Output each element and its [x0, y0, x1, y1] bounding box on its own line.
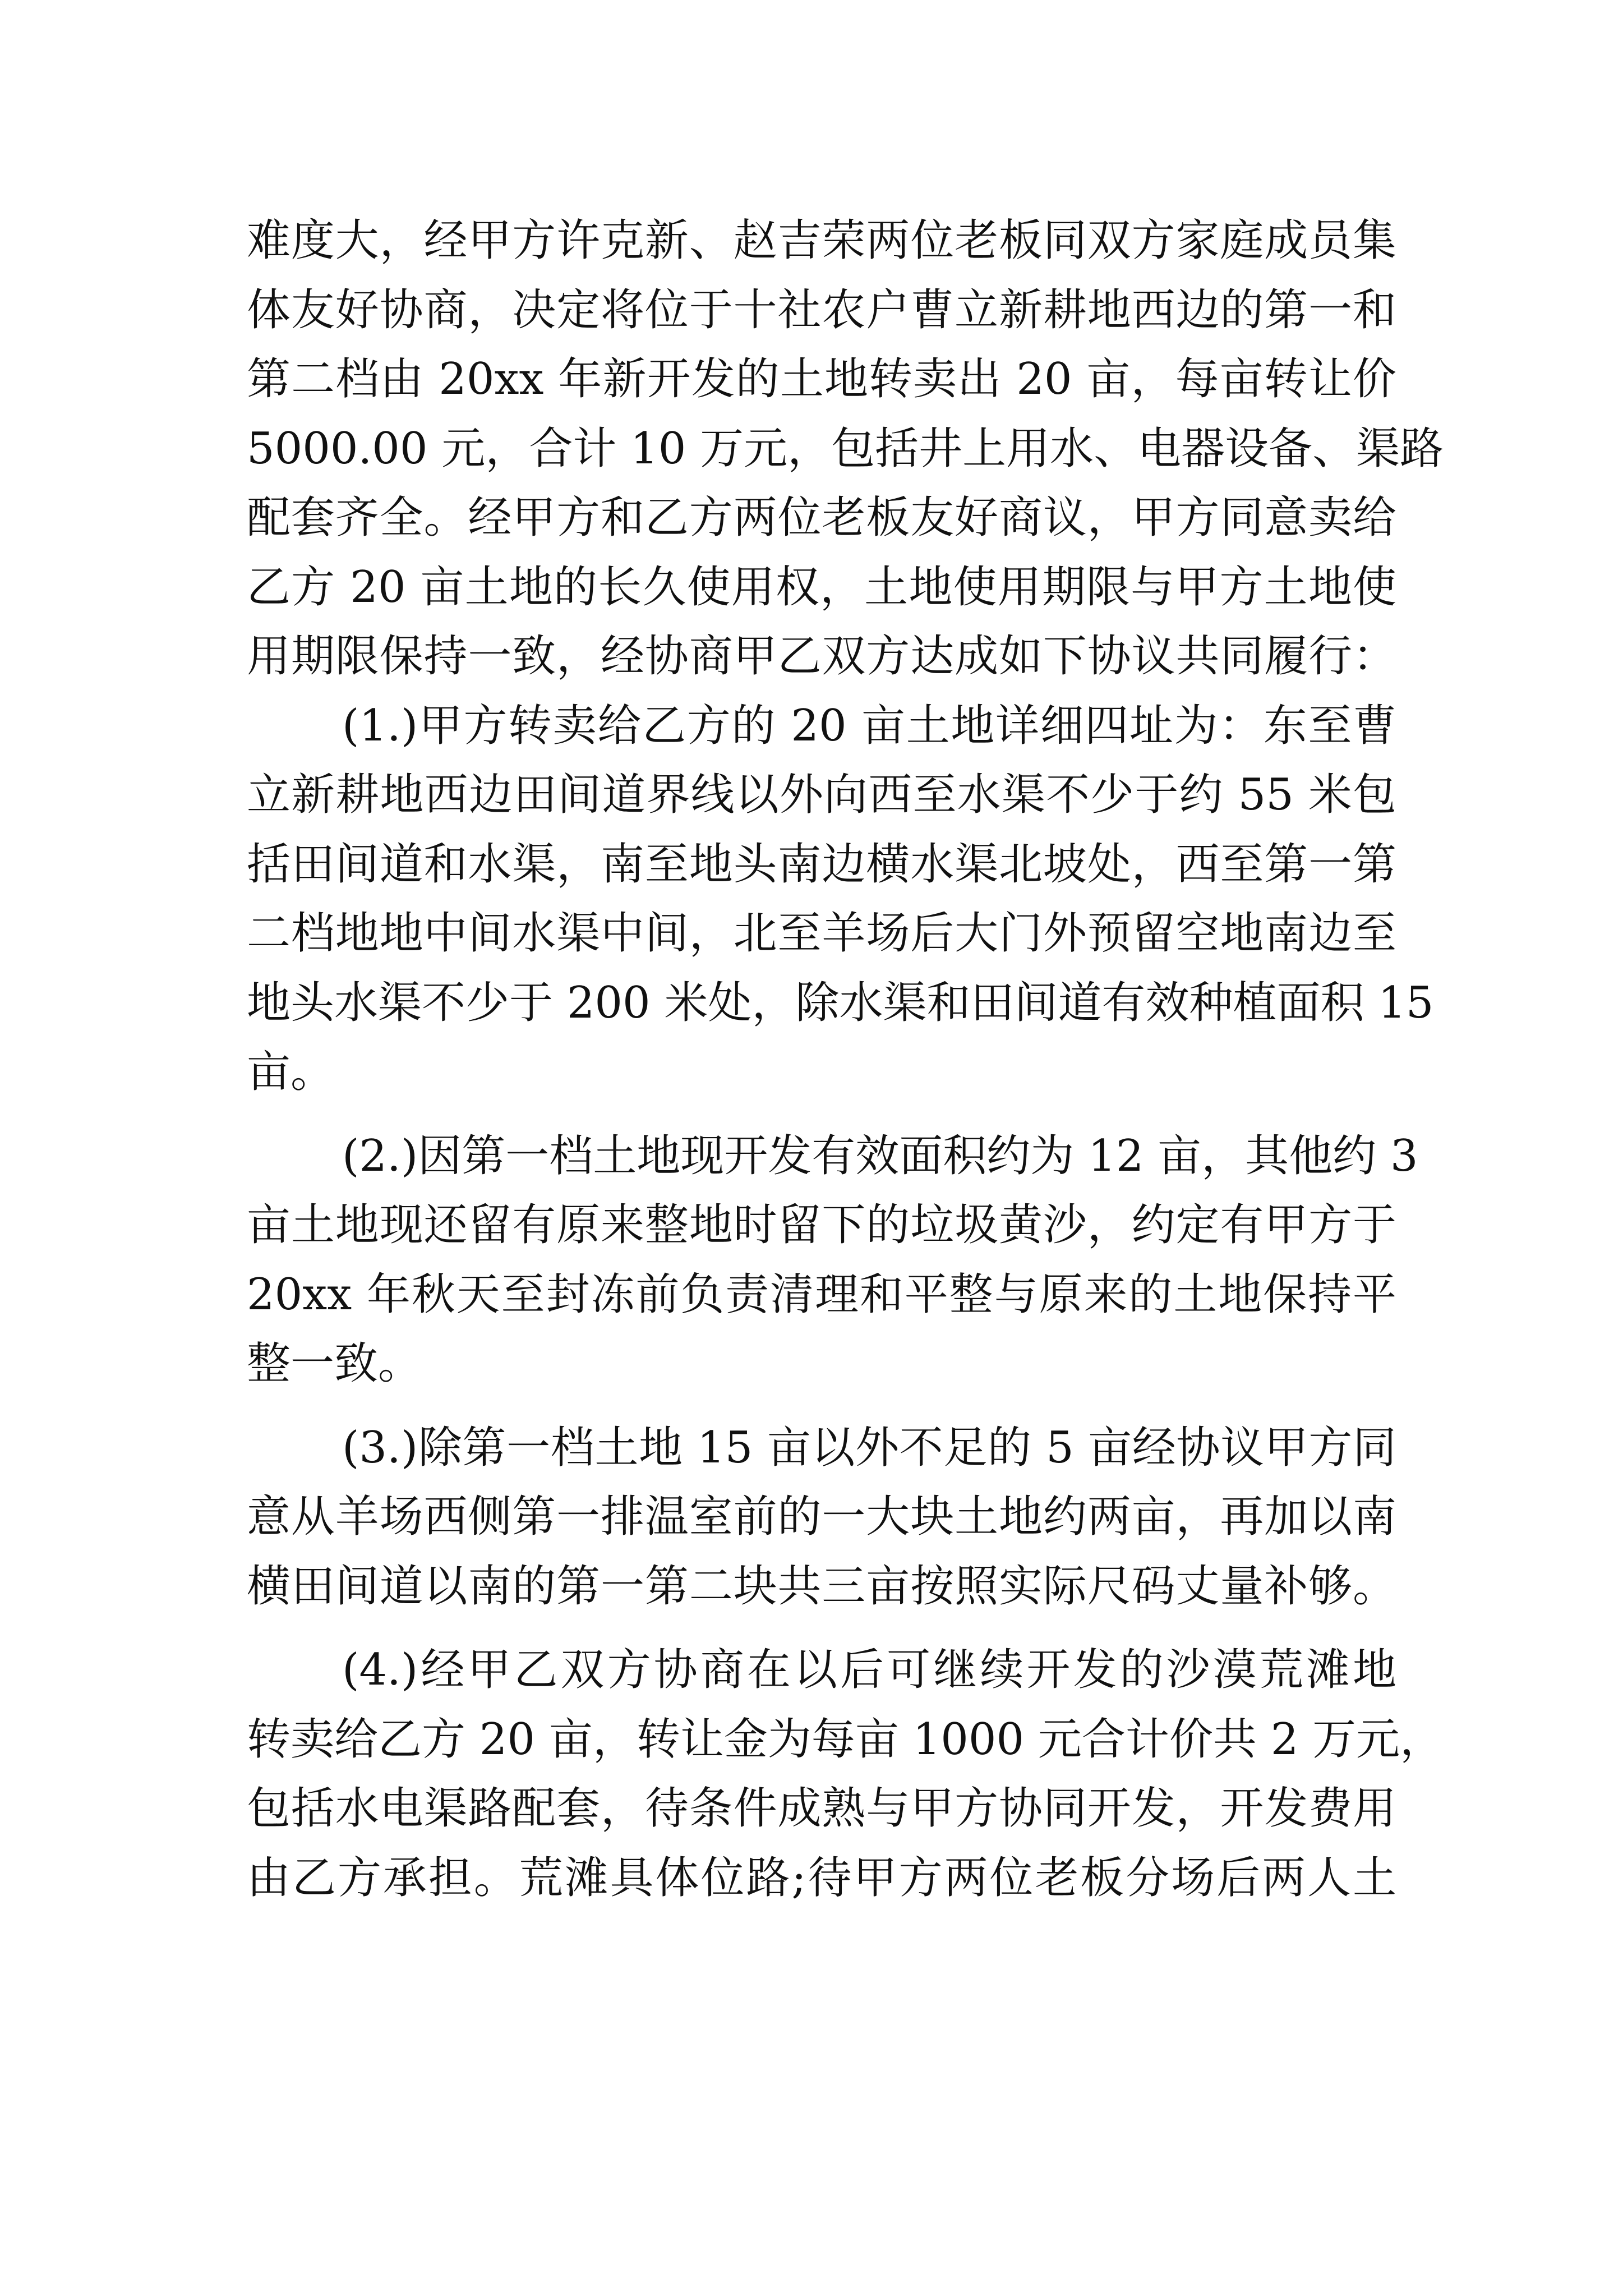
- paragraph-gap: [247, 1107, 1396, 1122]
- text-line: 用期限保持一致，经协商甲乙双方达成如下协议共同履行：: [247, 631, 1396, 682]
- text-line: (3.)除第一档土地 15 亩以外不足的 5 亩经协议甲方同: [342, 1422, 1396, 1473]
- text-line: 二档地地中间水渠中间，北至羊场后大门外预留空地南边至: [247, 908, 1396, 959]
- text-line: 由乙方承担。荒滩具体位路;待甲方两位老板分场后两人土: [247, 1852, 1396, 1903]
- document-body: [247, 206, 1444, 1913]
- text-line: 转卖给乙方 20 亩，转让金为每亩 1000 元合计价共 2 万元，: [247, 1714, 1444, 1765]
- text-line: 第二档由 20xx 年新开发的土地转卖出 20 亩，每亩转让价: [247, 354, 1396, 404]
- clause-3: [247, 1414, 1396, 1622]
- paragraph-gap: [247, 1399, 1396, 1414]
- text-line: 包括水电渠路配套，待条件成熟与甲方协同开发，开发费用: [247, 1783, 1396, 1834]
- text-line: (1.)甲方转卖给乙方的 20 亩土地详细四址为：东至曹: [342, 700, 1396, 751]
- paragraph-gap: [247, 1621, 1396, 1636]
- text-line: 亩。: [247, 1047, 335, 1097]
- text-line: 横田间道以南的第一第二块共三亩按照实际尺码丈量补够。: [247, 1561, 1396, 1612]
- text-line: 20xx 年秋天至封冻前负责清理和平整与原来的土地保持平: [247, 1269, 1396, 1320]
- text-line: (2.)因第一档土地现开发有效面积约为 12 亩，其他约 3: [342, 1130, 1418, 1181]
- clause-4: [247, 1636, 1444, 1913]
- paragraph-intro: [247, 206, 1444, 692]
- clause-2: [247, 1122, 1418, 1399]
- clause-1: [247, 692, 1434, 1107]
- text-line: 配套齐全。经甲方和乙方两位老板友好商议，甲方同意卖给: [247, 493, 1396, 543]
- text-line: 亩土地现还留有原来整地时留下的垃圾黄沙，约定有甲方于: [247, 1200, 1396, 1250]
- text-line: 地头水渠不少于 200 米处，除水渠和田间道有效种植面积 15: [247, 977, 1434, 1028]
- text-line: 括田间道和水渠，南至地头南边横水渠北坡处，西至第一第: [247, 839, 1396, 890]
- text-line: 整一致。: [247, 1338, 422, 1389]
- text-line: 立新耕地西边田间道界线以外向西至水渠不少于约 55 米包: [247, 770, 1396, 820]
- text-line: 意从羊场西侧第一排温室前的一大块土地约两亩，再加以南: [247, 1492, 1396, 1542]
- text-line: 体友好协商，决定将位于十社农户曹立新耕地西边的第一和: [247, 284, 1396, 335]
- text-line: 难度大，经甲方许克新、赵吉荣两位老板同双方家庭成员集: [247, 215, 1396, 266]
- text-line: 乙方 20 亩土地的长久使用权，土地使用期限与甲方土地使: [247, 562, 1396, 613]
- text-line: (4.)经甲乙双方协商在以后可继续开发的沙漠荒滩地: [342, 1645, 1396, 1695]
- text-line: 5000.00 元，合计 10 万元，包括井上用水、电器设备、渠路: [247, 423, 1444, 474]
